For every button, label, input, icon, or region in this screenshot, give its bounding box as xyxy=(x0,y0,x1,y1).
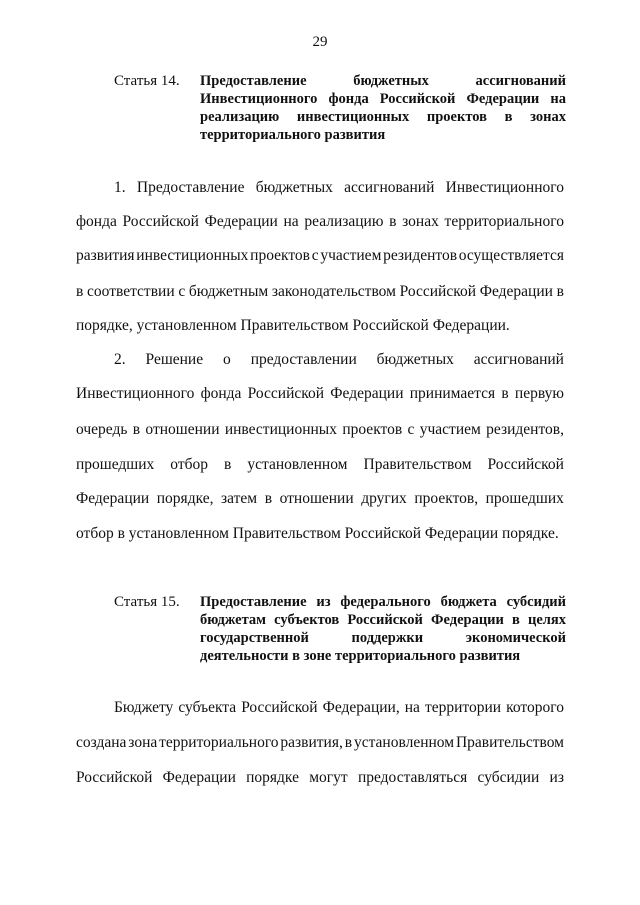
article-14-heading xyxy=(114,72,566,144)
article-14-p2-line-4: прошедших отбор в установленном Правительством Российской xyxy=(76,456,564,473)
article-14-p1-line-1: 1. Предоставление бюджетных ассигнований Инвестиционного xyxy=(114,179,564,196)
article-14-p1-line-3: развития инвестиционных проектов с участием резидентов осуществляется xyxy=(76,247,564,264)
article-14-p2-line-2: Инвестиционного фонда Российской Федерации принимается в первую xyxy=(76,385,564,402)
article-15-title: Предоставление из федерального бюджета субсидий бюджетам субъектов Российской Федерации в целях государственной поддержки экономической деятельности в зоне территориального развития xyxy=(200,594,566,664)
article-15-p1-line-3: Российской Федерации порядке могут предоставляться субсидии из xyxy=(76,769,564,786)
article-14-p2-line-3: очередь в отношении инвестиционных проектов с участием резидентов, xyxy=(76,421,564,438)
article-14-p1-line-2: фонда Российской Федерации на реализацию в зонах территориального xyxy=(76,213,564,230)
article-14-label: Статья 14. xyxy=(114,73,180,89)
article-14-p1-line-4: в соответствии с бюджетным законодательством Российской Федерации в xyxy=(76,283,564,300)
article-15-p1-line-1: Бюджету субъекта Российской Федерации, на территории которого xyxy=(114,699,564,716)
article-14-title: Предоставление бюджетных ассигнований Инвестиционного фонда Российской Федерации на реализацию инвестиционных проектов в зонах территориального развития xyxy=(200,73,566,143)
article-14-p1-line-5: порядке, установленном Правительством Российской Федерации. xyxy=(76,317,510,334)
article-14-p2-line-5: Федерации порядке, затем в отношении других проектов, прошедших xyxy=(76,490,564,507)
page-number: 29 xyxy=(312,34,328,50)
article-15-heading xyxy=(114,593,566,665)
article-14-p2-line-1: 2. Решение о предоставлении бюджетных ассигнований xyxy=(114,351,564,368)
article-15-label: Статья 15. xyxy=(114,594,180,610)
article-14-p2-line-6: отбор в установленном Правительством Российской Федерации порядке. xyxy=(76,525,559,542)
article-15-p1-line-2: создана зона территориального развития, в установленном Правительством xyxy=(76,734,564,751)
